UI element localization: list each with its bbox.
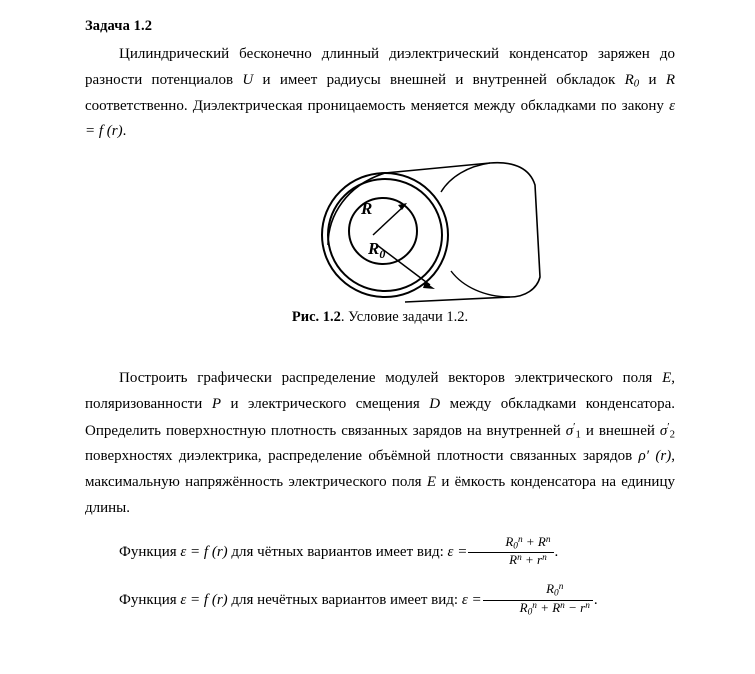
text-part: между обкладками конденсатора. Определить поверхностную плотность связанных зарядов на внутренней: [85, 395, 675, 439]
text-part: .: [593, 592, 598, 609]
figure-caption-label: Рис. 1.2: [291, 309, 341, 326]
var-sigma1: σ: [565, 422, 574, 439]
text-part: Функция: [119, 543, 181, 560]
function-epsilon: ε = f (r): [180, 592, 228, 609]
document-content: [85, 18, 675, 619]
text-part: , максимальную напряжённость электрического поля: [85, 448, 675, 491]
function-epsilon: ε = f (r): [180, 543, 228, 560]
text-part: и имеет радиусы внешней и внутренней обкладок: [253, 71, 625, 88]
text-part: Построить графически распределение модулей векторов электрического поля: [119, 370, 663, 387]
paragraph-requirements: [85, 366, 675, 522]
paragraph-problem-statement: [85, 42, 675, 145]
text-part: , поляризованности: [85, 370, 675, 412]
fraction-numerator: $R_0^n$: [483, 582, 593, 600]
text-part: и внешней: [580, 422, 660, 439]
formula-epsilon-equals: ε =: [461, 592, 482, 609]
text-part: соответственно. Диэлектрическая проницаемость меняется между обкладками по закону: [85, 97, 670, 114]
text-part: и электрического смещения: [220, 395, 430, 412]
var-R0: R: [624, 71, 634, 88]
var-sigma2: σ: [659, 422, 668, 439]
formula-epsilon-equals: ε =: [447, 543, 468, 560]
figure-caption-text: . Условие задачи 1.2.: [340, 309, 469, 326]
text-part: .: [122, 123, 127, 140]
figure-cylindrical-capacitor: [85, 157, 675, 307]
fraction-even: [468, 535, 553, 568]
figure-drawing: [85, 157, 675, 307]
text-part: поверхностях диэлектрика, распределение объёмной плотности связанных зарядов: [85, 448, 639, 465]
var-sigma1-sub: 1: [575, 428, 581, 441]
text-part: .: [554, 543, 559, 560]
text-part: и: [639, 71, 666, 88]
text-part: и ёмкость конденсатора на единицу длины.: [85, 474, 675, 517]
formula-even-variants: [85, 536, 675, 569]
var-P: P: [211, 395, 221, 412]
var-sigma2-prime: ′: [667, 420, 670, 433]
var-U: U: [242, 71, 254, 88]
fraction-denominator: $R^n + r^n$: [509, 552, 547, 568]
var-sigma2-sub: 2: [669, 428, 676, 441]
text-part: для нечётных вариантов имеет вид:: [227, 592, 462, 609]
text-part: Цилиндрический бесконечно длинный диэлектрический конденсатор заряжен до разности потенциалов: [85, 46, 675, 88]
var-D: D: [429, 395, 441, 412]
var-E: E: [662, 370, 672, 387]
var-rho: ρ′ (r): [638, 448, 672, 465]
fraction-numerator: $R_0^n + R^n$: [468, 535, 553, 553]
fraction-odd: [483, 582, 593, 618]
text-part: для чётных вариантов имеет вид:: [227, 543, 448, 560]
text-part: Функция: [119, 592, 181, 609]
page-title: Задача 1.2: [85, 18, 153, 34]
var-E-max: E: [426, 474, 437, 491]
figure-caption: [85, 309, 675, 326]
var-sigma1-prime: ′: [573, 420, 576, 433]
formula-odd-variants: [85, 583, 675, 619]
fraction-denominator: $R_0^n + R^n - r^n$: [519, 599, 590, 618]
var-R: R: [665, 71, 675, 88]
formula-epsilon-law: ε = f (r): [85, 97, 675, 140]
figure-label-R: R: [361, 199, 373, 219]
figure-label-R0: $R_0$: [368, 239, 386, 262]
var-R0-sub: 0: [633, 77, 640, 90]
